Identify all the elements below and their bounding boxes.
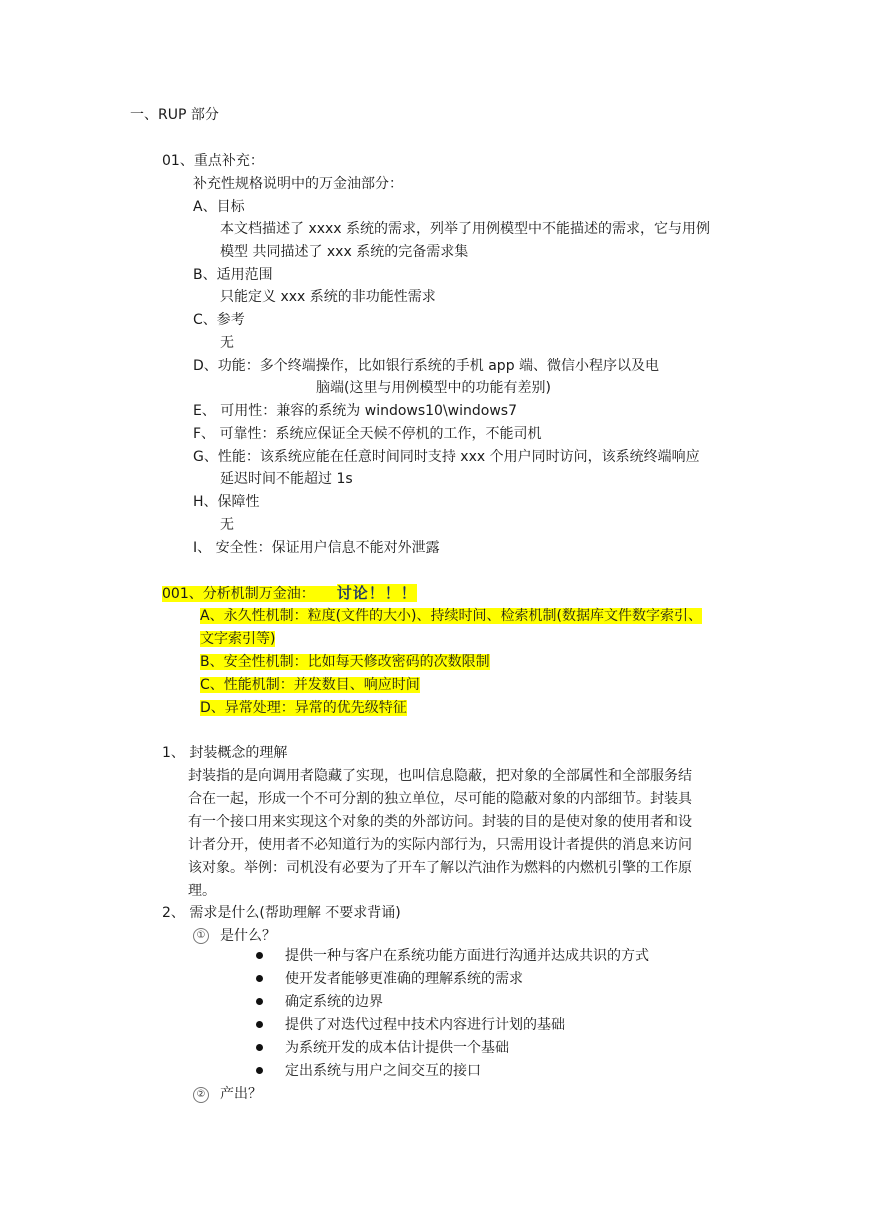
item-d-line-1: D、功能：多个终端操作，比如银行系统的手机 app 端、微信小程序以及电 <box>193 358 660 374</box>
item-g-line-2: 延迟时间不能超过 1s <box>220 471 353 487</box>
item-h-title: H、保障性 <box>193 494 260 510</box>
analysis-heading: 001、分析机制万金油： <box>162 586 315 602</box>
analysis-a-line-2 <box>200 629 275 649</box>
list-item: 为系统开发的成本估计提供一个基础 <box>285 1040 509 1056</box>
analysis-a-text-1: A、永久性机制：粒度(文件的大小)、持续时间、检索机制(数据库文件数字索引、 <box>200 608 702 624</box>
item-b-title: B、适用范围 <box>193 267 273 283</box>
item-b-body: 只能定义 xxx 系统的非功能性需求 <box>220 289 436 305</box>
encapsulation-line: 计者分开，使用者不必知道行为的实际内部行为，只需用设计者提供的消息来访问 <box>188 837 692 853</box>
highlight-gap <box>315 586 337 602</box>
supplement-subheading: 补充性规格说明中的万金油部分： <box>193 176 403 192</box>
item-f-line: F、 可靠性：系统应保证全天候不停机的工作，不能司机 <box>193 426 542 442</box>
supplement-heading: 01、重点补充： <box>162 153 264 169</box>
analysis-c-line <box>200 675 420 695</box>
circled-number-2: ② <box>193 1087 209 1103</box>
list-item: 定出系统与用户之间交互的接口 <box>285 1063 481 1079</box>
item-c-title: C、参考 <box>193 312 245 328</box>
bullet-dot <box>256 1044 263 1051</box>
question-output: 产出？ <box>220 1086 262 1102</box>
encapsulation-line: 有一个接口用来实现这个对象的类的外部访问。封装的目的是使对象的使用者和设 <box>188 814 692 830</box>
list-item: 提供了对迭代过程中技术内容进行计划的基础 <box>285 1017 565 1033</box>
analysis-c-text: C、性能机制：并发数目、响应时间 <box>200 677 420 693</box>
analysis-d-line <box>200 698 407 718</box>
analysis-heading-row <box>162 583 417 603</box>
item-e-line: E、 可用性：兼容的系统为 windows10\windows7 <box>193 403 518 419</box>
item-i-line: I、 安全性：保证用户信息不能对外泄露 <box>193 540 440 556</box>
item-a-title: A、目标 <box>193 199 245 215</box>
item-g-line-1: G、性能：该系统应能在任意时间同时支持 xxx 个用户同时访问，该系统终端响应 <box>193 449 700 465</box>
encapsulation-line: 理。 <box>188 883 216 899</box>
list-item: 提供一种与客户在系统功能方面进行沟通并达成共识的方式 <box>285 948 649 964</box>
bullet-dot <box>256 1067 263 1074</box>
circled-number-1: ① <box>193 928 209 944</box>
item-h-body: 无 <box>220 517 234 533</box>
analysis-a-line-1 <box>200 606 702 626</box>
bullet-dot <box>256 1021 263 1028</box>
item-a-body-1: 本文档描述了 xxxx 系统的需求，列举了用例模型中不能描述的需求，它与用例 <box>220 221 711 237</box>
item-c-body: 无 <box>220 335 234 351</box>
encapsulation-line: 封装指的是向调用者隐藏了实现，也叫信息隐蔽，把对象的全部属性和全部服务结 <box>188 768 692 784</box>
analysis-b-line <box>200 652 490 672</box>
requirements-heading: 2、 需求是什么(帮助理解 不要求背诵) <box>162 905 401 921</box>
item-a-body-2: 模型 共同描述了 xxx 系统的完备需求集 <box>220 244 469 260</box>
analysis-b-text: B、安全性机制：比如每天修改密码的次数限制 <box>200 654 490 670</box>
section-title: 一、RUP 部分 <box>130 107 219 123</box>
discuss-label: 讨论！！！ <box>336 584 417 602</box>
bullet-dot <box>256 952 263 959</box>
encapsulation-heading: 1、 封装概念的理解 <box>162 745 288 761</box>
encapsulation-line: 该对象。举例：司机没有必要为了开车了解以汽油作为燃料的内燃机引擎的工作原 <box>188 860 692 876</box>
item-d-line-2: 脑端(这里与用例模型中的功能有差别) <box>316 380 551 396</box>
bullet-dot <box>256 975 263 982</box>
analysis-d-text: D、异常处理：异常的优先级特征 <box>200 700 407 716</box>
question-what: 是什么？ <box>220 928 276 944</box>
list-item: 使开发者能够更准确的理解系统的需求 <box>285 971 523 987</box>
encapsulation-line: 合在一起，形成一个不可分割的独立单位，尽可能的隐蔽对象的内部细节。封装具 <box>188 791 692 807</box>
list-item: 确定系统的边界 <box>285 994 383 1010</box>
bullet-dot <box>256 998 263 1005</box>
analysis-a-text-2: 文字索引等) <box>200 631 276 647</box>
